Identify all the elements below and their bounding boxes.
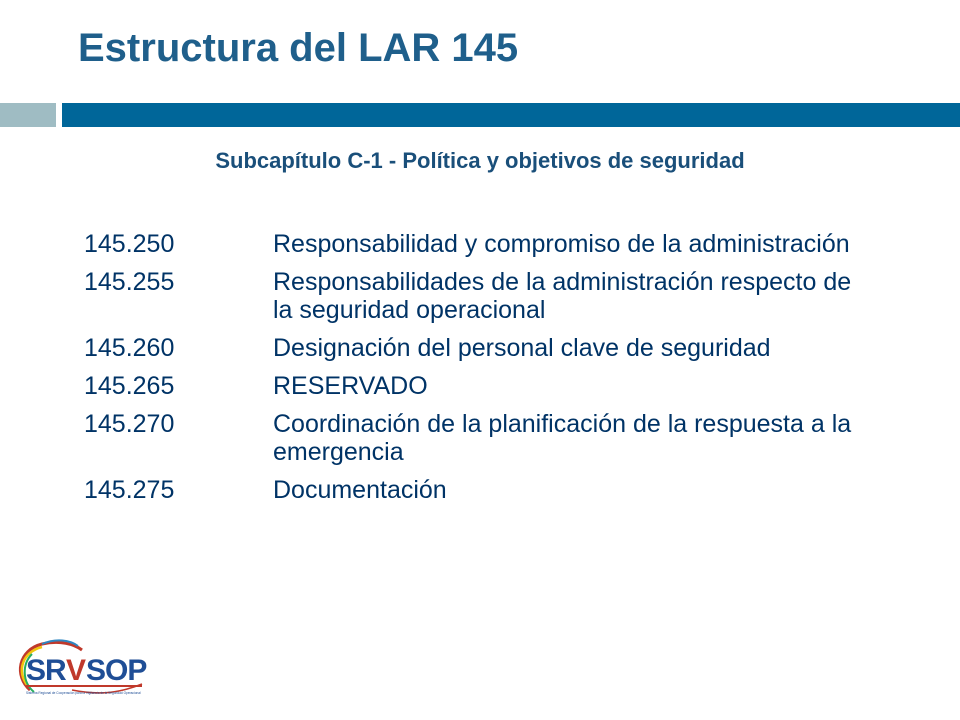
section-title: Responsabilidades de la administración respecto de la seguridad operacional bbox=[273, 268, 852, 324]
section-title: Documentación bbox=[273, 476, 447, 504]
svg-text:Sistema Regional de Cooperació: Sistema Regional de Cooperación para la Vigilancia de la Seguridad Operacional bbox=[26, 691, 141, 695]
svg-text:V: V bbox=[66, 654, 86, 687]
section-code: 145.260 bbox=[84, 334, 175, 362]
section-item bbox=[84, 410, 864, 466]
section-list bbox=[84, 230, 864, 514]
section-title: RESERVADO bbox=[273, 372, 428, 400]
accent-bar-dark bbox=[62, 103, 960, 127]
slide-subtitle: Subcapítulo C-1 - Política y objetivos de seguridad bbox=[215, 148, 745, 173]
section-code: 145.270 bbox=[84, 410, 175, 438]
slide-title: Estructura del LAR 145 bbox=[78, 26, 519, 70]
svg-text:R: R bbox=[45, 654, 66, 687]
section-title: Coordinación de la planificación de la respuesta a la emergencia bbox=[273, 410, 852, 466]
section-code: 145.265 bbox=[84, 372, 175, 400]
section-item bbox=[84, 230, 864, 258]
section-item bbox=[84, 476, 864, 504]
section-code: 145.255 bbox=[84, 268, 175, 296]
section-code: 145.250 bbox=[84, 230, 175, 258]
section-title: Responsabilidad y compromiso de la administración bbox=[273, 230, 850, 258]
accent-bar-light bbox=[0, 103, 56, 127]
svg-text:S: S bbox=[26, 654, 46, 687]
section-title: Designación del personal clave de seguridad bbox=[273, 334, 771, 362]
section-item bbox=[84, 268, 864, 324]
svg-text:SOP: SOP bbox=[86, 654, 147, 687]
section-item bbox=[84, 334, 864, 362]
srvsop-logo bbox=[12, 636, 148, 702]
section-item bbox=[84, 372, 864, 400]
section-code: 145.275 bbox=[84, 476, 175, 504]
